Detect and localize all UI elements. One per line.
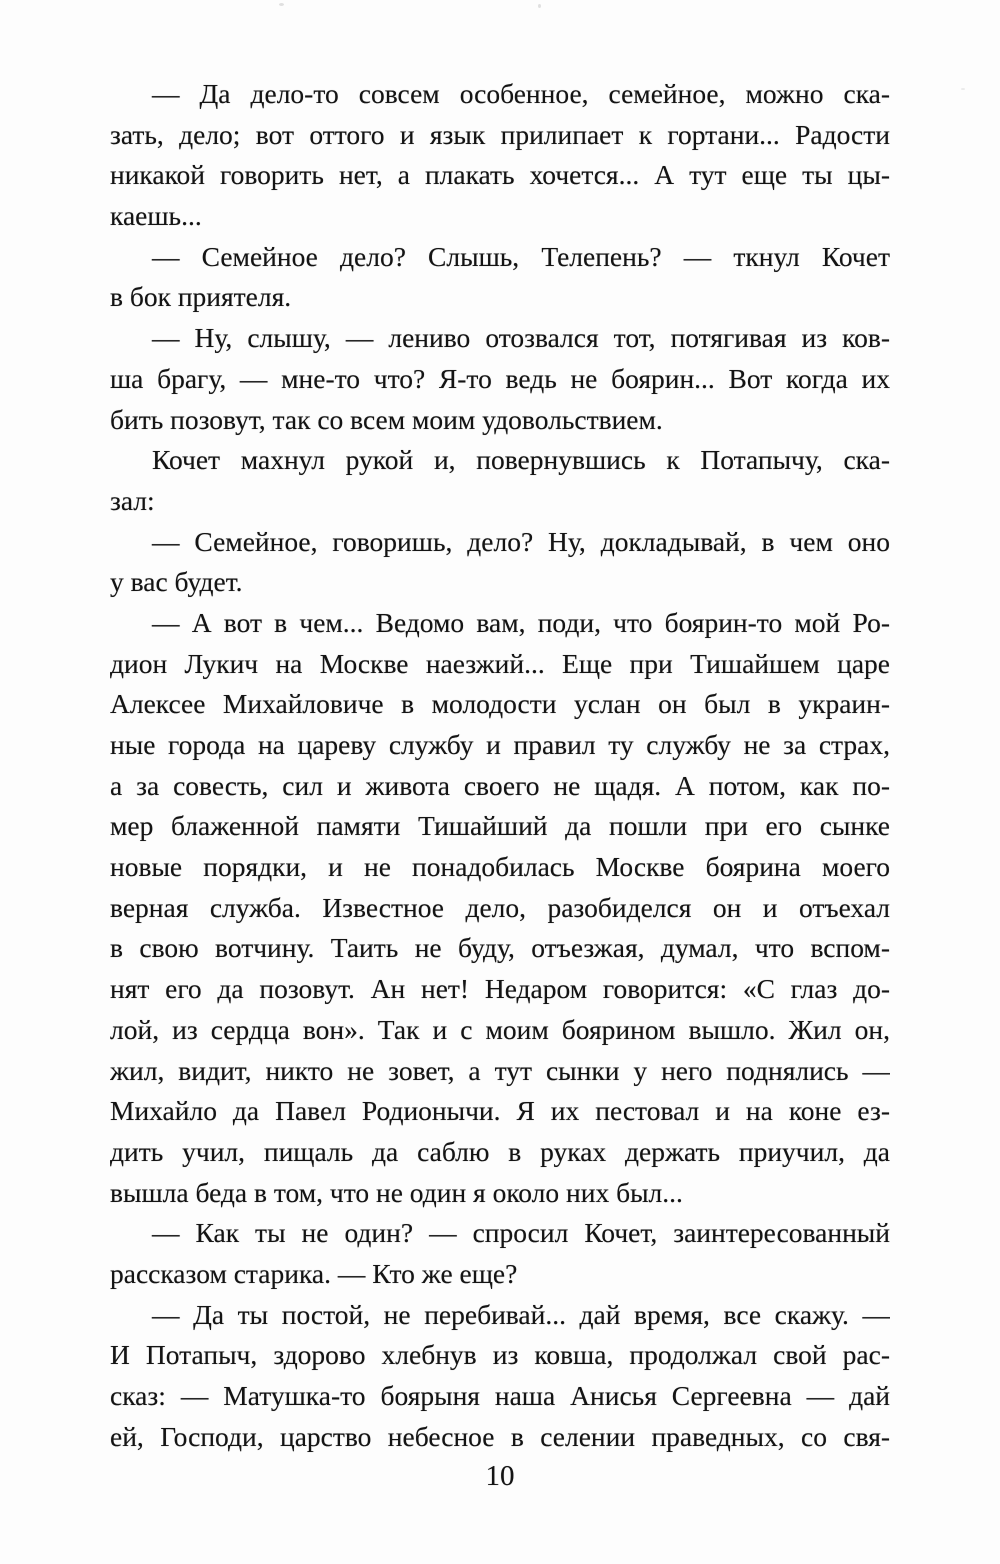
paragraph <box>110 440 890 521</box>
text-line: — Семейное дело? Слышь, Телепень? — ткнул Кочет <box>152 240 890 272</box>
text-line: ные города на цареву службу и правил ту службу не за страх, <box>110 729 890 760</box>
text-line: зал: <box>110 484 155 516</box>
text-line: верная служба. Известное дело, разобиделся он и отъехал <box>110 891 890 923</box>
page-number: 10 <box>485 1460 515 1492</box>
text-line: ей, Господи, царство небесное в селении праведных, со свя- <box>110 1420 890 1452</box>
text-line: Алексее Михайловиче в молодости услан он был в украин- <box>110 688 890 720</box>
text-line: — Как ты не один? — спросил Кочет, заинтересованный <box>152 1217 890 1249</box>
text-line: дион Лукич на Москве наезжий... Еще при Тишайшем царе <box>110 647 890 679</box>
text-line: ша брагу, — мне-то что? Я-то ведь не боярин... Вот когда их <box>110 362 890 394</box>
text-line: вышла беда в том, что не один я около них был... <box>110 1176 683 1208</box>
paragraph <box>110 74 890 237</box>
text-line: — Семейное, говоришь, дело? Ну, докладывай, в чем оно <box>152 525 890 557</box>
scan-artifact <box>961 88 965 90</box>
scan-artifact <box>538 4 541 8</box>
text-line: лой, из сердца вон». Так и с моим боярином вышло. Жил он, <box>110 1013 890 1045</box>
text-line: новые порядки, и не понадобилась Москве боярина моего <box>110 851 890 883</box>
paragraph <box>110 1213 890 1294</box>
text-line: дить учил, пищаль да саблю в руках держать приучил, да <box>110 1135 890 1167</box>
text-line: жил, видит, никто не зовет, а тут сынки у него поднялись — <box>110 1054 890 1086</box>
paragraph <box>110 1295 890 1458</box>
text-line: никакой говорить нет, а плакать хочется... А тут еще ты цы- <box>110 159 890 191</box>
text-line: — А вот в чем... Ведомо вам, поди, что боярин-то мой Ро- <box>152 606 890 638</box>
page-text <box>110 74 890 1457</box>
scan-artifact <box>279 3 284 6</box>
text-line: рассказом старика. — Кто же еще? <box>110 1257 518 1289</box>
paragraph <box>110 603 890 1213</box>
text-line: в бок приятеля. <box>110 281 292 313</box>
text-line: — Да ты постой, не перебивай... дай время, все скажу. — <box>152 1298 890 1330</box>
text-line: каешь... <box>110 200 202 232</box>
paragraph <box>110 318 890 440</box>
text-line: — Ну, слышу, — лениво отозвался тот, потягивая из ков- <box>152 322 890 354</box>
text-line: Михайло да Павел Родионычи. Я их пестовал и на коне ез- <box>110 1095 890 1127</box>
text-line: в свою вотчину. Таить не буду, отъезжая, думал, что вспом- <box>110 932 890 964</box>
text-line: нят его да позовут. Ан нет! Недаром говорится: «С глаз до- <box>110 973 890 1005</box>
text-line: мер блаженной памяти Тишайший да пошли при его сынке <box>110 810 890 842</box>
text-line: Кочет махнул рукой и, повернувшись к Потапычу, ска- <box>152 444 890 476</box>
text-line: зать, дело; вот оттого и язык прилипает к гортани... Радости <box>110 118 890 150</box>
text-line: сказ: — Матушка-то боярыня наша Анисья Сергеевна — дай <box>110 1380 890 1411</box>
text-line: бить позовут, так со всем моим удовольствием. <box>110 403 663 435</box>
paragraph <box>110 237 890 318</box>
paragraph <box>110 522 890 603</box>
text-line: — Да дело-то совсем особенное, семейное, можно ска- <box>152 78 890 109</box>
text-line: а за совесть, сил и живота своего не щадя. А потом, как по- <box>110 769 890 801</box>
text-line: И Потапыч, здорово хлебнув из ковша, продолжал свой рас- <box>110 1339 890 1371</box>
text-line: у вас будет. <box>110 566 243 598</box>
